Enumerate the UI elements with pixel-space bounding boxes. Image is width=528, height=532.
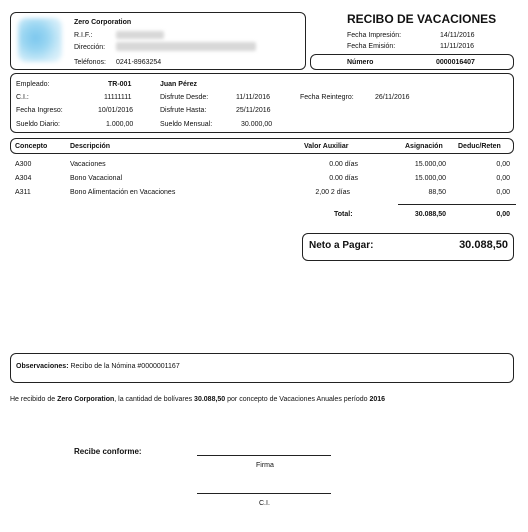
statement-part: , la cantidad de bolívares bbox=[114, 396, 195, 403]
hire-date-value: 10/01/2016 bbox=[98, 107, 134, 114]
receipt-number-value: 0000016407 bbox=[436, 59, 475, 66]
monthly-salary-value: 30.000,00 bbox=[241, 121, 273, 128]
statement-part: He recibido de bbox=[10, 396, 58, 403]
employee-label: Empleado: bbox=[16, 81, 50, 88]
total-ded: 0,00 bbox=[496, 211, 510, 218]
daily-salary-value: 1.000,00 bbox=[106, 121, 134, 128]
employee-code: TR-001 bbox=[108, 81, 132, 88]
col-concepto: Concepto bbox=[15, 143, 48, 150]
receive-label: Recibe conforme: bbox=[74, 447, 142, 456]
statement-part: por concepto de Vacaciones Anuales período bbox=[225, 396, 370, 403]
enjoy-to-value: 25/11/2016 bbox=[236, 107, 271, 114]
table-row-desc: Vacaciones bbox=[70, 161, 106, 168]
issue-date-label: Fecha Emisión: bbox=[347, 43, 396, 50]
address-redacted bbox=[116, 42, 256, 51]
reentry-value: 26/11/2016 bbox=[375, 94, 410, 101]
ci-value: 11111111 bbox=[104, 94, 132, 101]
observations-label: Observaciones: bbox=[16, 363, 69, 370]
table-row-ded: 0,00 bbox=[496, 189, 510, 196]
col-deduc-reten: Deduc/Reten bbox=[458, 143, 501, 150]
table-row-asig: 15.000,00 bbox=[414, 161, 446, 168]
observations-text: Recibo de la Nómina #0000001167 bbox=[70, 363, 180, 370]
company-logo bbox=[18, 18, 62, 62]
total-label: Total: bbox=[334, 211, 353, 218]
table-row-ded: 0,00 bbox=[496, 161, 510, 168]
table-row-desc: Bono Alimentación en Vacaciones bbox=[70, 189, 176, 196]
table-row-desc: Bono Vacacional bbox=[70, 175, 123, 182]
employee-name: Juan Pérez bbox=[160, 81, 197, 88]
table-row-code: A304 bbox=[15, 175, 32, 182]
firma-label: Firma bbox=[256, 462, 274, 469]
table-row-aux: 2,00 2 días bbox=[315, 189, 350, 196]
col-asignacion: Asignación bbox=[405, 143, 443, 150]
statement bbox=[10, 395, 385, 404]
observations bbox=[16, 362, 180, 371]
statement-company: Zero Corporation bbox=[57, 396, 115, 403]
table-row-code: A311 bbox=[15, 189, 31, 196]
ci-signature-label: C.I. bbox=[259, 500, 270, 507]
print-date-value: 14/11/2016 bbox=[440, 32, 475, 39]
reentry-label: Fecha Reintegro: bbox=[300, 94, 354, 101]
rif-label: R.I.F.: bbox=[74, 32, 93, 39]
table-row-asig: 88,50 bbox=[428, 189, 446, 196]
address-label: Dirección: bbox=[74, 44, 106, 51]
receipt-number-label: Número bbox=[347, 59, 374, 66]
receipt-title: RECIBO DE VACACIONES bbox=[347, 12, 497, 26]
ci-line bbox=[197, 493, 331, 494]
total-asig: 30.088,50 bbox=[414, 211, 446, 218]
col-valor-auxiliar: Valor Auxiliar bbox=[304, 143, 349, 150]
issue-date-value: 11/11/2016 bbox=[440, 43, 474, 50]
table-row-ded: 0,00 bbox=[496, 175, 510, 182]
net-pay-value: 30.088,50 bbox=[459, 239, 508, 251]
col-descripcion: Descripción bbox=[70, 143, 111, 150]
enjoy-to-label: Disfrute Hasta: bbox=[160, 107, 207, 114]
net-pay-label: Neto a Pagar: bbox=[309, 240, 374, 251]
phone-value: 0241-8963254 bbox=[116, 59, 162, 66]
table-row-asig: 15.000,00 bbox=[414, 175, 446, 182]
statement-year: 2016 bbox=[369, 396, 386, 403]
company-name: Zero Corporation bbox=[74, 19, 132, 26]
daily-salary-label: Sueldo Diario: bbox=[16, 121, 60, 128]
hire-date-label: Fecha Ingreso: bbox=[16, 107, 63, 114]
enjoy-from-value: 11/11/2016 bbox=[236, 94, 270, 101]
table-row-code: A300 bbox=[15, 161, 32, 168]
table-row-aux: 0.00 días bbox=[329, 175, 358, 182]
table-row-aux: 0.00 días bbox=[329, 161, 358, 168]
rif-redacted bbox=[116, 31, 164, 39]
phone-label: Teléfonos: bbox=[74, 59, 106, 66]
total-divider bbox=[398, 204, 516, 205]
signature-line bbox=[197, 455, 331, 456]
statement-amount: 30.088,50 bbox=[194, 396, 226, 403]
print-date-label: Fecha Impresión: bbox=[347, 32, 402, 39]
receipt-number-box bbox=[310, 54, 514, 70]
monthly-salary-label: Sueldo Mensual: bbox=[160, 121, 213, 128]
enjoy-from-label: Disfrute Desde: bbox=[160, 94, 209, 101]
ci-label: C.I.: bbox=[16, 94, 29, 101]
